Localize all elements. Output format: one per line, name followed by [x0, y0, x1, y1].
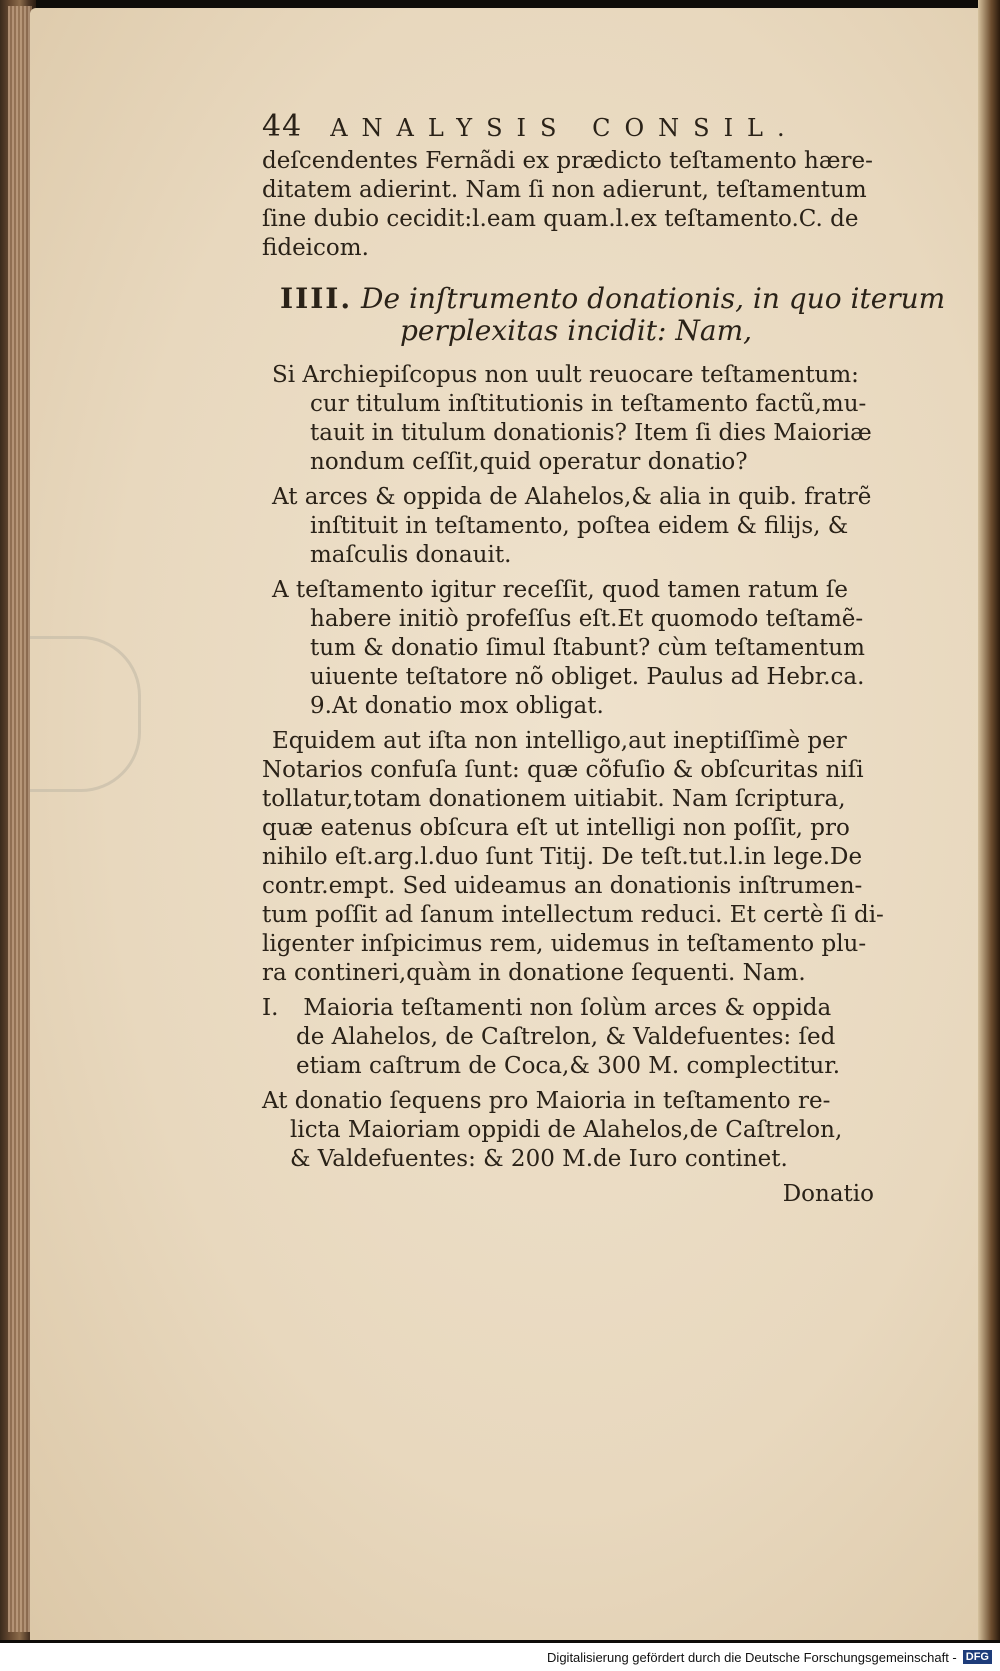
running-head: ANALYSIS CONSIL.: [330, 114, 799, 142]
paragraph-4: [262, 727, 884, 988]
text-line: ligenter inſpicimus rem, uidemus in teſtamento plu-: [262, 931, 867, 957]
text-line: Si Archiepiſcopus non uult reuocare teſtamentum:: [272, 362, 859, 388]
text-line: 9.At donatio mox obligat.: [310, 693, 604, 719]
paragraph-3: [272, 576, 874, 721]
text-line: fideicom.: [262, 235, 369, 261]
section-title-line2: perplexitas incidit: Nam,: [400, 314, 753, 347]
page-stack: [8, 6, 32, 1632]
text-line: uiuente teſtatore nõ obliget. Paulus ad Hebr.ca.: [310, 664, 865, 690]
enumeration-number: I.: [262, 995, 279, 1021]
text-line: tauit in titulum donationis? Item ſi dies Maioriæ: [310, 420, 872, 446]
right-page-edge: [978, 0, 1000, 1640]
page-text: [262, 109, 946, 1209]
bookmark-ribbon: [30, 636, 141, 792]
text-line: cur titulum inſtitutionis in teſtamento factũ,mu-: [310, 391, 867, 417]
text-line: maſculis donauit.: [310, 542, 512, 568]
text-line: At donatio ſequens pro Maioria in teſtamento re-: [262, 1088, 831, 1114]
section-number: IIII.: [280, 282, 353, 315]
text-line: & Valdefuentes: & 200 M.de Iuro continet.: [290, 1146, 788, 1172]
text-line: ditatem adierint. Nam ſi non adierunt, teſtamentum: [262, 177, 867, 203]
text-line: Maioria teſtamenti non ſolùm arces & oppida: [303, 995, 832, 1021]
page-number: 44: [262, 109, 303, 144]
text-line: Equidem aut iſta non intelligo,aut ineptiſſimè per: [272, 728, 847, 754]
catchword: Donatio: [782, 1181, 874, 1207]
text-line: tum & donatio ſimul ſtabunt? cùm teſtamentum: [310, 635, 865, 661]
text-line: nondum ceſſit,quid operatur donatio?: [310, 449, 748, 475]
paragraph-5: [262, 1087, 874, 1174]
text-line: quæ eatenus obſcura eſt ut intelligi non poſſit, pro: [262, 815, 850, 841]
text-line: deſcendentes Fernãdi ex prædicto teſtamento hære-: [262, 148, 873, 174]
section-heading: [262, 282, 946, 347]
digitization-footer: [0, 1643, 1000, 1671]
section-title-line1: De inſtrumento donationis, in quo iterum: [361, 282, 946, 315]
text-line: nihilo eſt.arg.l.duo ſunt Titij. De teſt.tut.l.in lege.De: [262, 844, 863, 870]
page-header: [262, 109, 874, 144]
text-line: licta Maioriam oppidi de Alahelos,de Caſtrelon,: [290, 1117, 843, 1143]
text-line: inſtituit in teſtamento, poſtea eidem & filijs, &: [310, 513, 849, 539]
text-line: ra contineri,quàm in donatione ſequenti. Nam.: [262, 960, 806, 986]
dfg-logo: DFG: [963, 1650, 992, 1664]
text-line: Notarios confuſa ſunt: quæ cõfuſio & obſcuritas niſi: [262, 757, 864, 783]
text-line: ſine dubio cecidit:l.eam quam.l.ex teſtamento.C. de: [262, 206, 859, 232]
enumerated-item: [262, 994, 874, 1081]
footer-text: Digitalisierung gefördert durch die Deutsche Forschungsgemeinschaft -: [547, 1649, 957, 1665]
paragraph-1: [272, 361, 874, 477]
text-line: de Alahelos, de Caſtrelon, & Valdefuentes: ſed: [296, 1024, 836, 1050]
text-line: etiam caſtrum de Coca,& 300 M. complectitur.: [296, 1053, 841, 1079]
text-line: tum poſſit ad ſanum intellectum reduci. Et certè ſi di-: [262, 902, 884, 928]
text-line: habere initiò profeſſus eſt.Et quomodo teſtamẽ-: [310, 606, 864, 632]
text-line: At arces & oppida de Alahelos,& alia in quib. fratrẽ: [272, 484, 872, 510]
paragraph-2: [272, 483, 874, 570]
opening-lines: [262, 147, 874, 263]
text-line: tollatur,totam donationem uitiabit. Nam ſcriptura,: [262, 786, 846, 812]
text-line: contr.empt. Sed uideamus an donationis inſtrumen-: [262, 873, 863, 899]
text-line: A teſtamento igitur receſſit, quod tamen ratum ſe: [272, 577, 848, 603]
